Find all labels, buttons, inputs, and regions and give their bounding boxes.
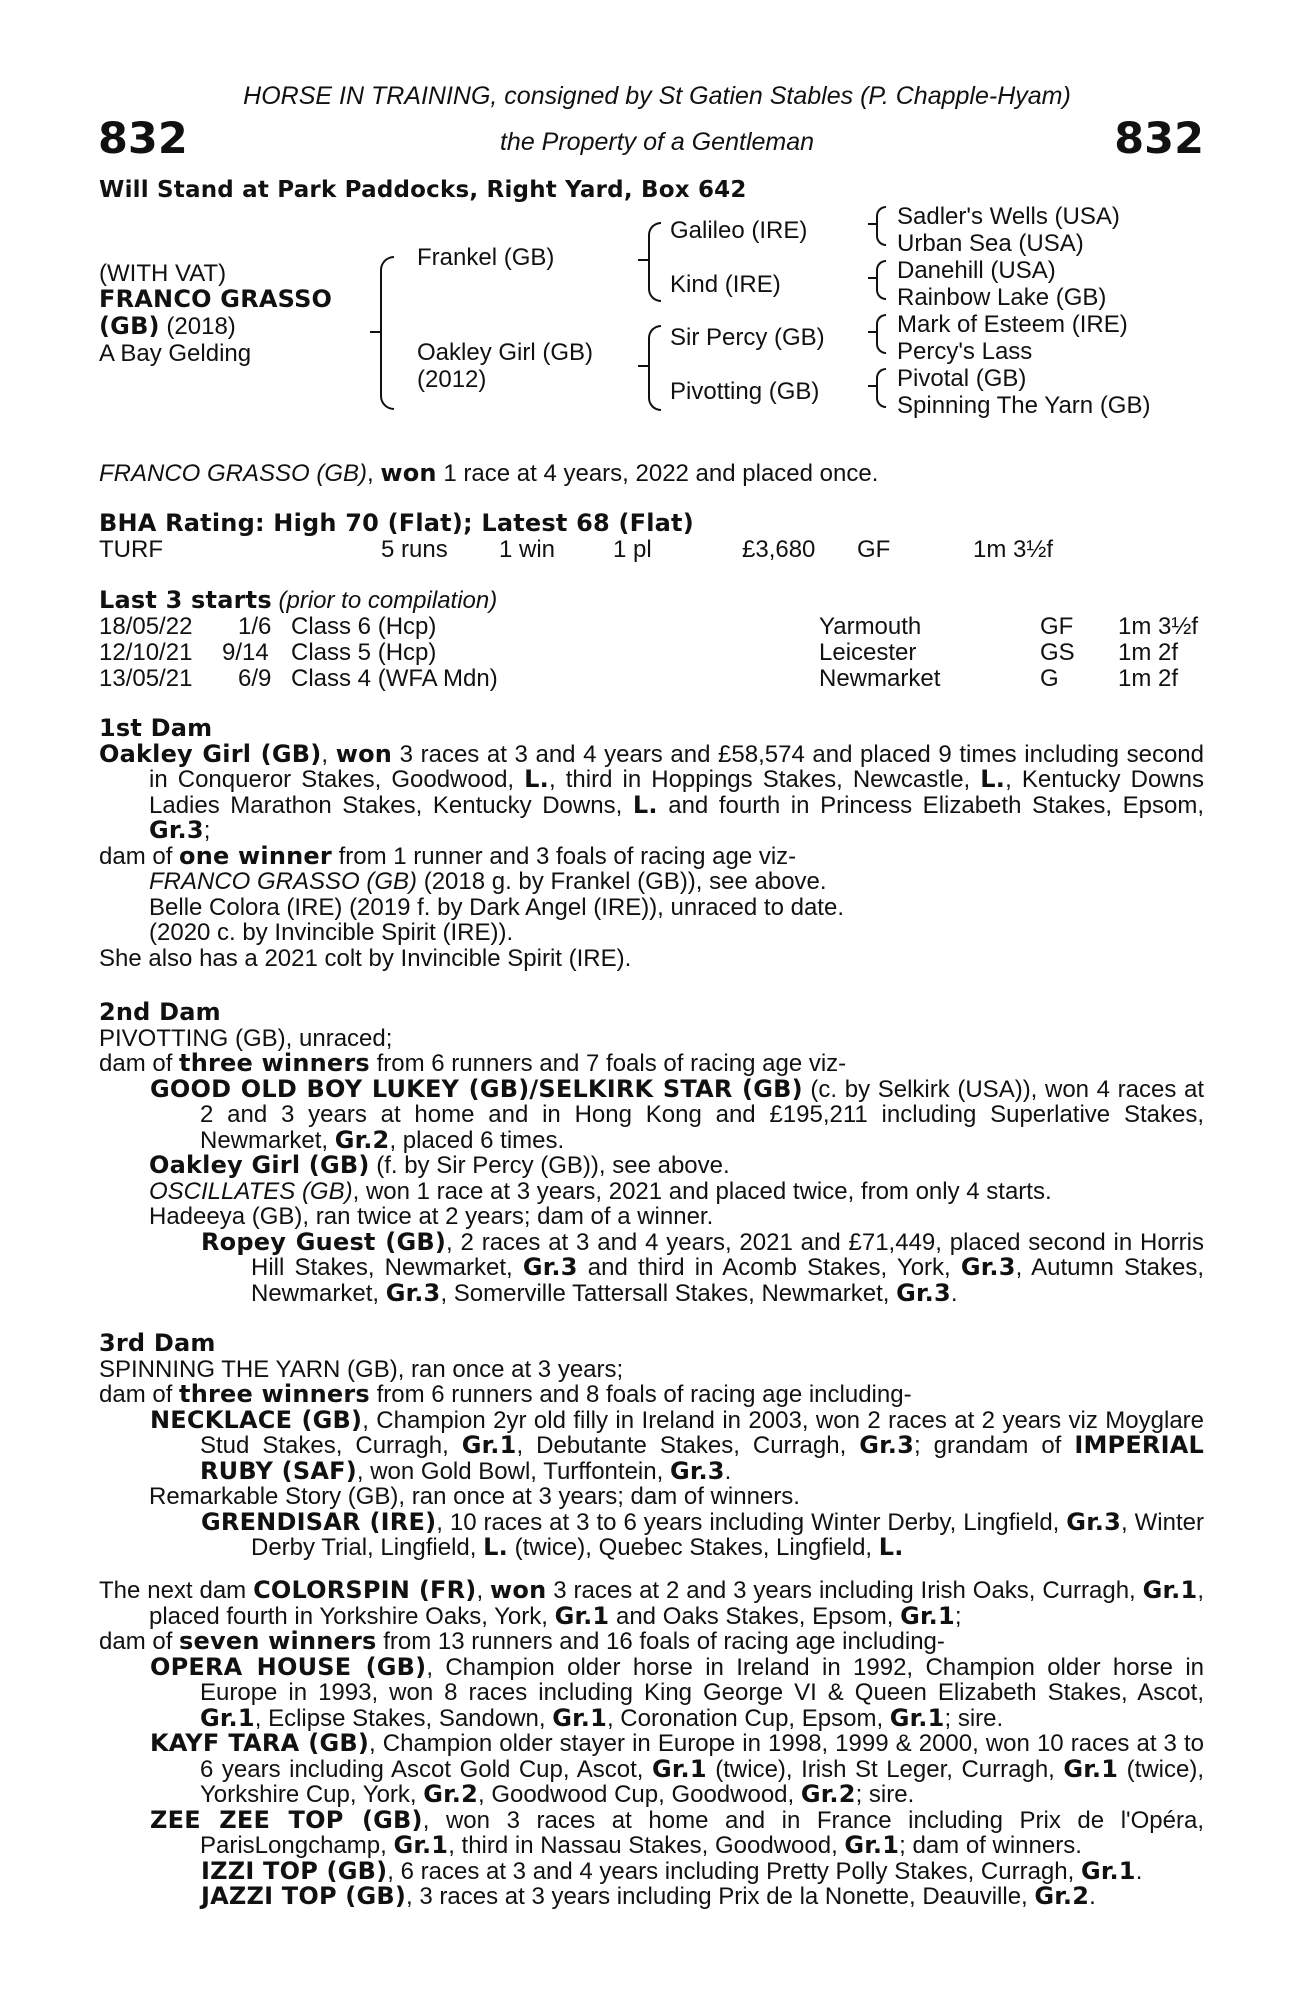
- produce-entry: [99, 1652, 1204, 1732]
- text: from 13 runners and 16 foals of racing age including-: [376, 1628, 945, 1655]
- pedigree-dam-year: (2012): [417, 366, 487, 393]
- text: .: [1135, 1857, 1143, 1885]
- start-course: Newmarket: [819, 665, 941, 692]
- produce-name: ZEE ZEE TOP (GB): [150, 1805, 423, 1834]
- winners-count: three winners: [179, 1380, 370, 1408]
- pedigree-g6: Percy's Lass: [897, 338, 1033, 365]
- third-dam-line: SPINNING THE YARN (GB), ran once at 3 years;: [99, 1355, 624, 1383]
- grade-badge: Gr.2: [800, 1780, 856, 1808]
- winners-count: three winners: [179, 1049, 370, 1077]
- last-starts-note: (prior to compilation): [278, 587, 498, 614]
- text: , 10 races at 3 to 6 years including Winter Derby, Lingfield,: [436, 1508, 1067, 1536]
- pedigree-sire-sire: Galileo (IRE): [670, 217, 808, 244]
- produce-name: OPERA HOUSE (GB): [150, 1652, 427, 1681]
- start-race: Class 5 (Hcp): [291, 639, 437, 666]
- next-dam-won: won: [490, 1576, 547, 1604]
- text: (twice), Yorkshire Cup, York,: [200, 1755, 1204, 1808]
- sire-dam-brace: [380, 256, 394, 410]
- record-going: GF: [857, 536, 891, 563]
- grade-badge: Gr.3: [149, 816, 204, 844]
- grade-badge: Gr.3: [859, 1431, 914, 1459]
- gen3-brace-4-tip: [868, 385, 877, 387]
- winners-count: one winner: [179, 841, 332, 870]
- second-dam-section: [99, 1000, 1204, 1306]
- text: .: [724, 1457, 732, 1485]
- text: dam of: [99, 1381, 180, 1408]
- second-dam-line: PIVOTTING (GB), unraced;: [99, 1024, 393, 1052]
- text: dam of: [99, 1628, 180, 1655]
- pedigree-g8: Spinning The Yarn (GB): [897, 392, 1151, 419]
- grade-badge: Gr.2: [334, 1125, 390, 1154]
- grade-badge: Gr.1: [461, 1431, 517, 1459]
- start-distance: 1m 3½f: [1118, 613, 1199, 640]
- start-date: 13/05/21: [99, 665, 193, 692]
- text: , Champion older horse in Ireland in 1992, Champion older horse in Europe in 1993, won 8 races including King George VI & Queen Elizabeth Stakes, Ascot,: [200, 1653, 1204, 1706]
- record-placed: 1 pl: [613, 536, 652, 563]
- third-dam-heading: 3rd Dam: [99, 1329, 216, 1357]
- sire-parents-brace-tip: [638, 259, 648, 261]
- horse-origin-line: [99, 314, 236, 340]
- summary-won: won: [380, 459, 437, 487]
- grade-badge: Gr.3: [896, 1278, 951, 1307]
- record-earnings: £3,680: [742, 536, 816, 563]
- grade-badge: L.: [483, 1533, 508, 1561]
- text: , 3 races at 3 years including Prix de la Nonette, Deauville,: [406, 1883, 1035, 1910]
- produce-name: JAZZI TOP (GB): [201, 1882, 407, 1910]
- text: , won 3 races at home and in France including Prix de l'Opéra, ParisLongchamp,: [200, 1806, 1204, 1859]
- text: , won 1 race at 3 years, 2021 and placed twice, from only 4 starts.: [352, 1177, 1052, 1205]
- gen3-brace-3: [876, 314, 886, 354]
- grade-badge: Gr.3: [960, 1253, 1016, 1281]
- grade-badge: L.: [878, 1533, 904, 1561]
- text: , placed fourth in Yorkshire Oaks, York,: [149, 1577, 1205, 1630]
- text: , won Gold Bowl, Turffontein,: [356, 1457, 670, 1485]
- last-starts-title: Last 3 starts: [99, 586, 272, 614]
- grandproduce-entry: [99, 1227, 1205, 1307]
- summary-rest: 1 race at 4 years, 2022 and placed once.: [436, 460, 879, 487]
- produce-name: GRENDISAR (IRE): [201, 1507, 437, 1536]
- gen3-brace-4: [876, 368, 886, 408]
- grandproduce-entry: [99, 1856, 1204, 1885]
- gen3-brace-1: [876, 206, 886, 246]
- next-dam-section: [99, 1578, 1204, 1910]
- produce-name: KAYF TARA (GB): [150, 1729, 370, 1757]
- produce-name: Oakley Girl (GB): [149, 1151, 370, 1179]
- text: (f. by Sir Percy (GB)), see above.: [369, 1152, 730, 1179]
- foal-entry: (2020 c. by Invincible Spirit (IRE)).: [149, 919, 514, 946]
- pedigree-g4: Rainbow Lake (GB): [897, 284, 1107, 311]
- text: , third in Nassau Stakes, Goodwood,: [448, 1832, 845, 1859]
- text: (2018 g. by Frankel (GB)), see above.: [417, 868, 827, 895]
- record-runs: 5 runs: [381, 536, 448, 563]
- gen3-brace-2-tip: [868, 277, 877, 279]
- text: dam of: [99, 842, 180, 870]
- record-distance: 1m 3½f: [973, 536, 1054, 563]
- text: ;: [954, 1602, 962, 1630]
- race-summary: FRANCO GRASSO (GB), won 1 race at 4 years, 2022 and placed once.: [99, 459, 879, 487]
- produce-entry: [99, 1179, 1204, 1205]
- start-course: Leicester: [819, 639, 917, 666]
- text: (twice), Irish St Leger, Curragh,: [706, 1755, 1064, 1783]
- text: .: [950, 1279, 958, 1307]
- dam-parents-brace: [648, 325, 661, 411]
- vat-note: (WITH VAT): [99, 260, 227, 287]
- pedigree-g5: Mark of Esteem (IRE): [897, 311, 1128, 338]
- grade-badge: Gr.1: [1080, 1856, 1136, 1885]
- pedigree-dam: Oakley Girl (GB): [417, 339, 594, 366]
- text: from 6 runners and 7 foals of racing age viz-: [369, 1050, 847, 1077]
- first-dam-heading: 1st Dam: [99, 714, 213, 742]
- grade-badge: Gr.3: [385, 1278, 441, 1307]
- third-dam-section: [99, 1331, 1204, 1561]
- horse-description: A Bay Gelding: [99, 340, 252, 367]
- first-dam-won: won: [335, 739, 393, 768]
- grade-badge: L.: [632, 790, 658, 819]
- text: , placed 6 times.: [389, 1126, 565, 1154]
- text: and third in Acomb Stakes, York,: [577, 1254, 961, 1281]
- start-race: Class 6 (Hcp): [291, 613, 437, 640]
- text: (c. by Selkirk (USA)), won 4 races at 2 and 3 years at home and in Hong Kong and £195,211 including Superlative Stakes, Newmarket,: [200, 1075, 1204, 1154]
- grade-badge: Gr.1: [1142, 1576, 1198, 1604]
- grade-badge: Gr.1: [1063, 1754, 1119, 1783]
- text: , Coronation Cup, Epsom,: [606, 1704, 890, 1732]
- grandproduce-entry: [99, 1884, 1204, 1910]
- grade-badge: Gr.1: [554, 1601, 610, 1630]
- record-surface: TURF: [99, 536, 163, 563]
- produce-entry: Remarkable Story (GB), ran once at 3 years; dam of winners.: [149, 1483, 800, 1510]
- foal-name: FRANCO GRASSO (GB): [149, 868, 418, 895]
- horse-suffix: (GB): [99, 312, 160, 340]
- pedigree-dam-sire: Sir Percy (GB): [670, 324, 825, 351]
- text: and fourth in Princess Elizabeth Stakes, Epsom,: [657, 791, 1204, 819]
- text: , 2 races at 3 and 4 years, 2021 and £71,449, placed second in Horris Hill Stakes, Newmarket,: [251, 1228, 1205, 1281]
- second-dam-heading: 2nd Dam: [99, 998, 221, 1026]
- winners-count: seven winners: [179, 1627, 377, 1655]
- pedigree-sire-dam: Kind (IRE): [670, 271, 781, 298]
- start-position: 1/6: [238, 613, 272, 640]
- produce-entry: [99, 1153, 1204, 1179]
- lot-number-left: 832: [98, 114, 188, 164]
- produce-name: Ropey Guest (GB): [201, 1227, 447, 1256]
- gen3-brace-2: [876, 260, 886, 300]
- first-dam-produce-summary: [99, 841, 1204, 870]
- grade-badge: Gr.2: [423, 1780, 478, 1808]
- start-date: 18/05/22: [99, 613, 193, 640]
- next-dam-record: The next dam COLORSPIN (FR), won 3 races at 2 and 3 years including Irish Oaks, Curragh, Gr.1, placed fourth in Yorkshire Oaks, York, Gr.1 and Oaks Stakes, Epsom, Gr.1;: [99, 1576, 1205, 1630]
- text: , third in Hoppings Stakes, Newcastle,: [548, 766, 981, 793]
- grade-badge: Gr.1: [393, 1831, 449, 1859]
- grade-badge: Gr.1: [552, 1703, 607, 1732]
- pedigree-sire: Frankel (GB): [417, 244, 555, 271]
- text: 3 races at 2 and 3 years including Irish Oaks, Curragh,: [546, 1577, 1143, 1604]
- grade-badge: Gr.3: [669, 1456, 725, 1485]
- sire-dam-brace-tip: [370, 331, 380, 333]
- lot-number-right: 832: [1114, 114, 1204, 164]
- produce-name: IZZI TOP (GB): [201, 1856, 388, 1885]
- property-line: the Property of a Gentleman: [499, 128, 815, 156]
- grade-badge: Gr.1: [900, 1601, 955, 1630]
- start-going: GF: [1040, 613, 1074, 640]
- horse-year: (2018): [166, 313, 236, 340]
- record-wins: 1 win: [499, 536, 556, 563]
- grade-badge: Gr.3: [522, 1253, 578, 1281]
- text: from 1 runner and 3 foals of racing age viz-: [331, 842, 797, 870]
- stand-location: Will Stand at Park Paddocks, Right Yard, Box 642: [99, 177, 747, 203]
- text: The next dam: [99, 1577, 254, 1604]
- text: ; sire.: [855, 1781, 915, 1808]
- grade-badge: Gr.1: [651, 1754, 707, 1783]
- text: dam of: [99, 1050, 180, 1077]
- foal-entry: [99, 869, 1204, 895]
- third-dam-produce-summary: [99, 1382, 1204, 1408]
- start-position: 9/14: [222, 639, 269, 666]
- produce-entry: [99, 1731, 1204, 1808]
- grade-badge: Gr.1: [844, 1831, 900, 1859]
- next-dam-produce-summary: [99, 1629, 1204, 1655]
- first-dam-section: [99, 716, 1204, 971]
- gen3-brace-3-tip: [868, 331, 877, 333]
- grade-badge: L.: [980, 765, 1006, 793]
- pedigree-g7: Pivotal (GB): [897, 365, 1027, 392]
- text: 3 races at 3 and 4 years and £58,574 and placed 9 times including second in Conqueror Stakes, Goodwood,: [149, 740, 1204, 793]
- start-date: 12/10/21: [99, 639, 193, 666]
- sire-parents-brace: [648, 222, 661, 302]
- produce-name: IMPERIAL RUBY (SAF): [200, 1431, 1204, 1485]
- dam-parents-brace-tip: [638, 365, 648, 367]
- text: , Kentucky Downs Ladies Marathon Stakes, Kentucky Downs,: [149, 766, 1204, 819]
- produce-entry: [99, 1405, 1205, 1485]
- text: , Eclipse Stakes, Sandown,: [254, 1704, 553, 1732]
- last-starts-heading: [99, 588, 497, 614]
- start-race: Class 4 (WFA Mdn): [291, 665, 498, 692]
- next-dam-name: COLORSPIN (FR): [253, 1576, 477, 1604]
- start-going: GS: [1040, 639, 1075, 666]
- produce-name: NECKLACE (GB): [150, 1405, 363, 1434]
- text: , 6 races at 3 and 4 years including Pretty Polly Stakes, Curragh,: [387, 1857, 1081, 1885]
- text: .: [1089, 1883, 1096, 1910]
- start-distance: 1m 2f: [1118, 665, 1179, 692]
- start-course: Yarmouth: [819, 613, 922, 640]
- bha-rating: BHA Rating: High 70 (Flat); Latest 68 (Flat): [99, 509, 694, 537]
- text: , Goodwood Cup, Goodwood,: [477, 1781, 801, 1808]
- text: (twice), Quebec Stakes, Lingfield,: [507, 1534, 879, 1561]
- first-dam-record: Oakley Girl (GB), won 3 races at 3 and 4 years and £58,574 and placed 9 times including second in Conqueror Stakes, Goodwood, L., third in Hoppings Stakes, Newcastle, L., Kentucky Downs Ladies Marathon Stakes, Kentucky Downs, L. and fourth in Princess Elizabeth Stakes, Epsom, Gr.3;: [99, 739, 1204, 844]
- text: ; grandam of: [913, 1432, 1075, 1459]
- text: ;: [203, 817, 211, 844]
- grade-badge: Gr.3: [1066, 1507, 1122, 1536]
- second-dam-produce-summary: [99, 1051, 1204, 1077]
- text: ; sire.: [944, 1704, 1004, 1732]
- grade-badge: Gr.2: [1034, 1882, 1090, 1910]
- gen3-brace-1-tip: [868, 223, 877, 225]
- grade-badge: Gr.1: [200, 1703, 255, 1732]
- start-position: 6/9: [238, 665, 272, 692]
- text: from 6 runners and 8 foals of racing age including-: [369, 1381, 912, 1408]
- first-dam-name: Oakley Girl (GB): [99, 739, 322, 768]
- text: , Champion older stayer in Europe in 1998, 1999 & 2000, won 10 races at 3 to 6 years including Ascot Gold Cup, Ascot,: [200, 1730, 1204, 1783]
- grade-badge: Gr.1: [889, 1703, 945, 1732]
- produce-name: GOOD OLD BOY LUKEY (GB)/SELKIRK STAR (GB): [150, 1074, 803, 1103]
- text: , Winter Derby Trial, Lingfield,: [251, 1508, 1204, 1561]
- first-dam-note: She also has a 2021 colt by Invincible Spirit (IRE).: [99, 944, 632, 972]
- consignment-line: HORSE IN TRAINING, consigned by St Gatien Stables (P. Chapple-Hyam): [243, 82, 1071, 110]
- grandproduce-entry: [99, 1507, 1204, 1561]
- text: ; dam of winners.: [899, 1832, 1082, 1859]
- text: , Debutante Stakes, Curragh,: [516, 1432, 860, 1459]
- text: , Champion 2yr old filly in Ireland in 2003, won 2 races at 2 years viz Moyglare Stud Stakes, Curragh,: [200, 1406, 1205, 1459]
- produce-name: OSCILLATES (GB): [149, 1177, 353, 1205]
- start-going: G: [1040, 665, 1059, 692]
- pedigree-g1: Sadler's Wells (USA): [897, 203, 1120, 230]
- start-distance: 1m 2f: [1118, 639, 1179, 666]
- summary-horse-name: FRANCO GRASSO (GB): [99, 460, 368, 487]
- produce-entry: Hadeeya (GB), ran twice at 2 years; dam of a winner.: [149, 1203, 714, 1230]
- text: , Somerville Tattersall Stakes, Newmarket,: [440, 1279, 897, 1307]
- text: , Autumn Stakes, Newmarket,: [251, 1254, 1204, 1307]
- produce-entry: [99, 1805, 1204, 1859]
- text: and Oaks Stakes, Epsom,: [609, 1602, 901, 1630]
- produce-entry: [99, 1074, 1204, 1154]
- horse-name: FRANCO GRASSO: [99, 285, 333, 313]
- pedigree-g2: Urban Sea (USA): [897, 230, 1084, 257]
- foal-entry: Belle Colora (IRE) (2019 f. by Dark Angel (IRE)), unraced to date.: [149, 893, 844, 921]
- grade-badge: L.: [524, 765, 549, 793]
- pedigree-g3: Danehill (USA): [897, 257, 1056, 284]
- pedigree-dam-dam: Pivotting (GB): [670, 378, 820, 405]
